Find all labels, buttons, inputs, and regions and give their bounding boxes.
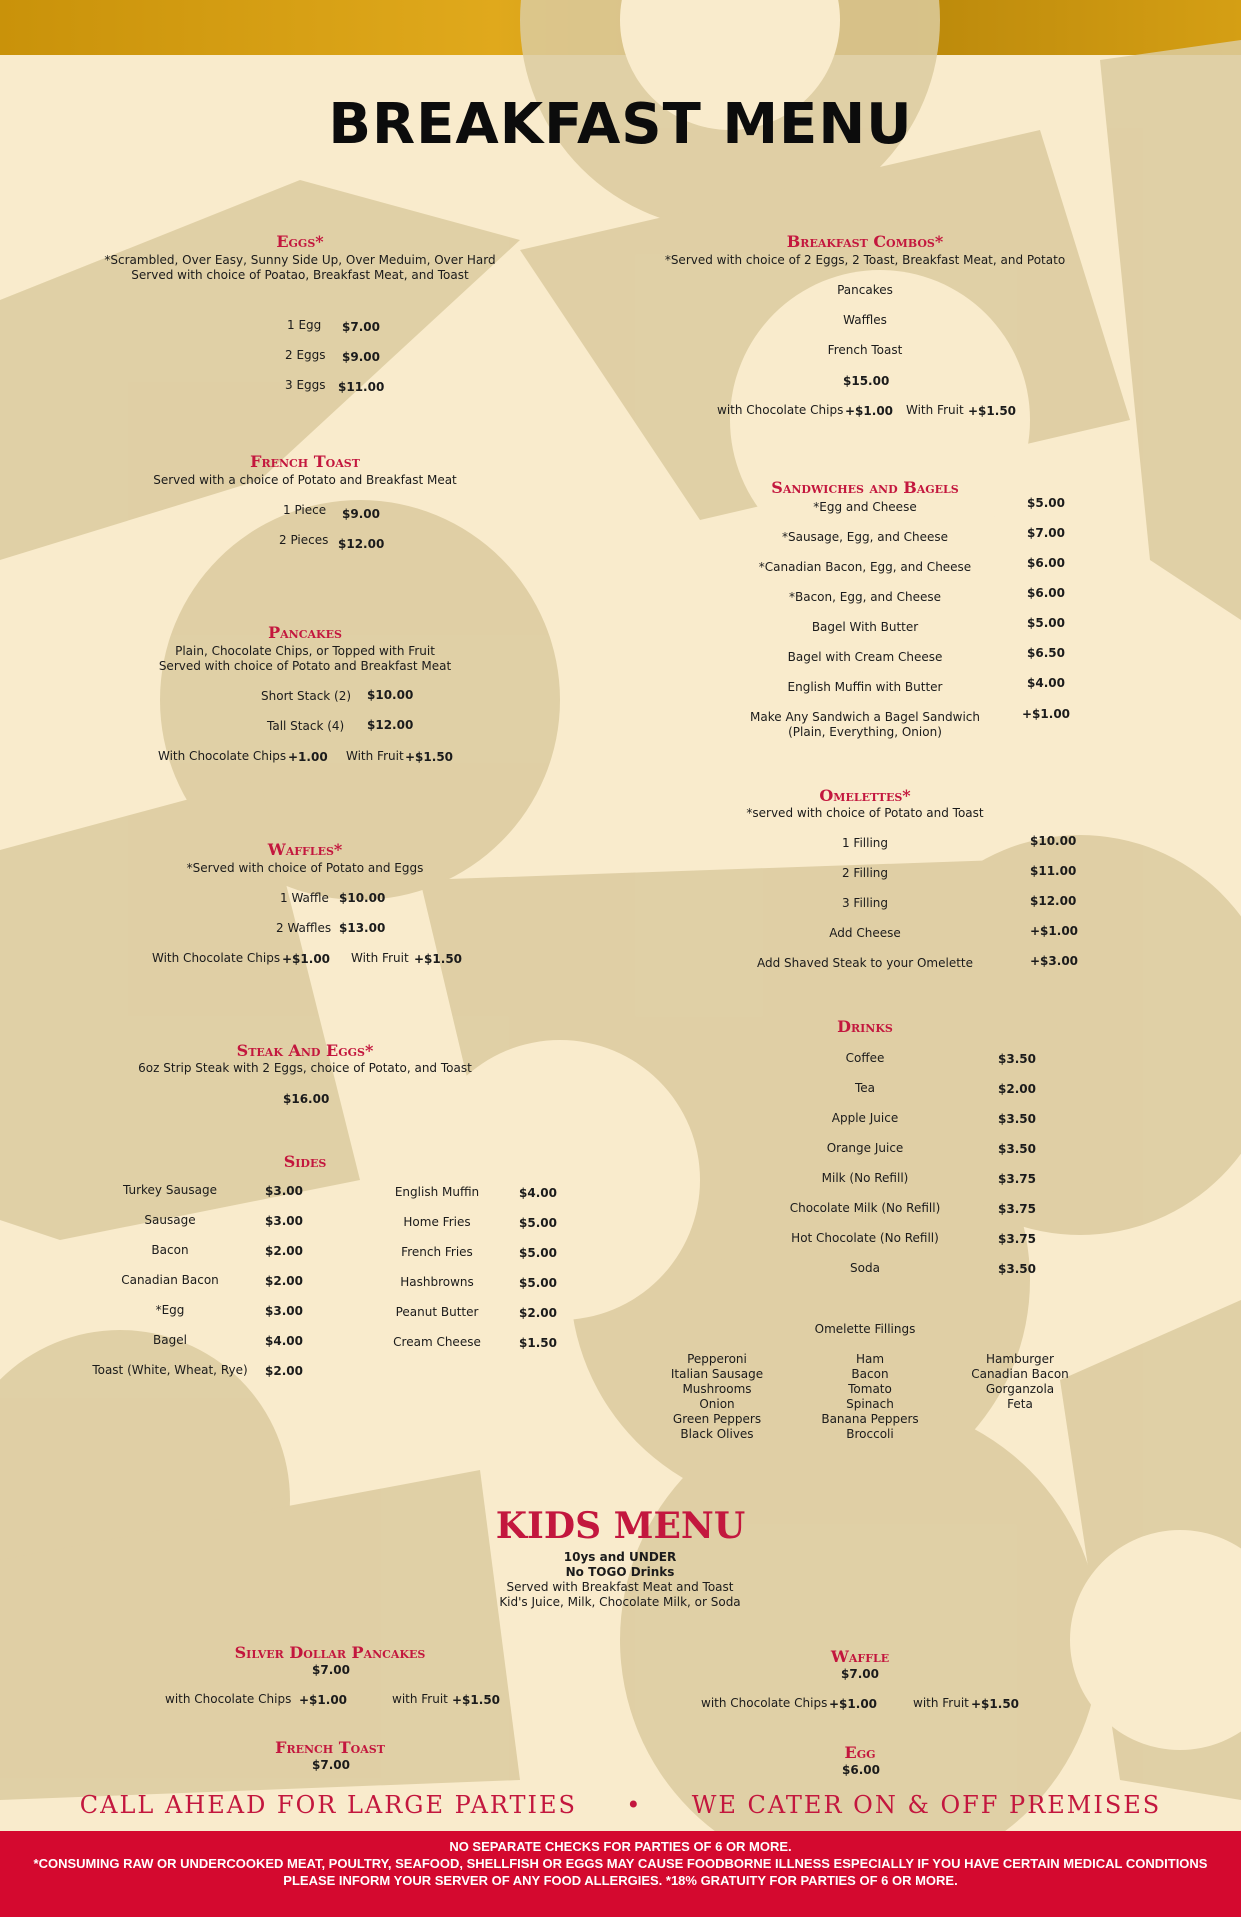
waffles-heading: Waffles* [267, 840, 343, 859]
bagel-sandwich-line-2: (Plain, Everything, Onion) [788, 725, 942, 739]
call-to-action [0, 1791, 1241, 1819]
drink-item-price: $3.75 [998, 1232, 1036, 1246]
side-item-name: English Muffin [394, 1185, 480, 1199]
drink-item-name: Chocolate Milk (No Refill) [789, 1201, 941, 1215]
side-item-name: Home Fries [403, 1215, 471, 1229]
filling-item: Bacon [851, 1367, 889, 1381]
kids-french-heading: French Toast [275, 1738, 385, 1757]
sandwich-item-price: $4.00 [1027, 676, 1065, 690]
filling-item: Hamburger [986, 1352, 1054, 1366]
filling-item: Ham [855, 1352, 885, 1366]
cta-left: CALL AHEAD FOR LARGE PARTIES [79, 1791, 577, 1819]
pancakes-item-price: $10.00 [367, 688, 414, 702]
waffles-item-name: 2 Waffles [276, 921, 332, 935]
filling-item: Broccoli [846, 1427, 894, 1441]
kids-silver-addon-label: with Chocolate Chips [165, 1692, 292, 1706]
side-item-name: Bacon [151, 1243, 189, 1257]
waffles-addon-price: +$1.50 [414, 952, 463, 966]
combos-addon-label: with Chocolate Chips [717, 403, 844, 417]
side-item-price: $2.00 [519, 1306, 557, 1320]
eggs-item-price: $11.00 [338, 380, 385, 394]
kids-waffle-addon-price: +$1.00 [829, 1697, 878, 1711]
eggs-heading: Eggs* [276, 232, 324, 251]
eggs-desc-2: Served with choice of Poatao, Breakfast Meat, and Toast [131, 268, 469, 282]
pancakes-item-price: $12.00 [367, 718, 414, 732]
pancakes-addon-label: With Fruit [346, 749, 404, 763]
filling-item: Pepperoni [687, 1352, 747, 1366]
pancakes-addon-price: +$1.50 [405, 750, 454, 764]
filling-item: Green Peppers [672, 1412, 762, 1426]
drink-item-price: $2.00 [998, 1082, 1036, 1096]
kids-line-1: 10ys and UNDER [563, 1550, 677, 1564]
drink-item-name: Soda [850, 1261, 880, 1275]
kids-waffle-heading: Waffle [830, 1647, 890, 1666]
side-item-name: French Fries [401, 1245, 473, 1259]
side-item-name: *Egg [155, 1303, 185, 1317]
drink-item-price: $3.75 [998, 1172, 1036, 1186]
side-item-name: Toast (White, Wheat, Rye) [92, 1363, 248, 1377]
footer-line-2: *CONSUMING RAW OR UNDERCOOKED MEAT, POULTRY, SEAFOOD, SHELLFISH OR EGGS MAY CAUSE FOODBORNE ILLNESS ESPECIALLY IF YOU HAVE CERTAIN MEDICAL CONDITIONS [33, 1856, 1208, 1871]
filling-item: Feta [1007, 1397, 1033, 1411]
combos-item: Waffles [843, 313, 887, 327]
pancakes-desc-1: Plain, Chocolate Chips, or Topped with Fruit [175, 644, 435, 658]
sandwich-item-name: Bagel with Cream Cheese [787, 650, 943, 664]
filling-item: Gorganzola [985, 1382, 1055, 1396]
omelettes-heading: Omelettes* [819, 786, 911, 805]
drink-item-name: Hot Chocolate (No Refill) [791, 1231, 939, 1245]
eggs-item-name: 2 Eggs [285, 348, 326, 362]
drink-item-price: $3.75 [998, 1202, 1036, 1216]
footer-line-3: PLEASE INFORM YOUR SERVER OF ANY FOOD ALLERGIES. *18% GRATUITY FOR PARTIES OF 6 OR MORE. [283, 1873, 958, 1888]
kids-egg-heading: Egg [844, 1743, 876, 1762]
side-item-price: $2.00 [265, 1274, 303, 1288]
pancakes-item-name: Tall Stack (4) [267, 719, 345, 733]
kids-silver-heading: Silver Dollar Pancakes [234, 1643, 426, 1662]
side-item-price: $4.00 [265, 1334, 303, 1348]
eggs-item-name: 3 Eggs [285, 378, 326, 392]
kids-silver-addon-price: +$1.00 [299, 1693, 348, 1707]
side-item-price: $3.00 [265, 1214, 303, 1228]
drink-item-name: Tea [854, 1081, 876, 1095]
omelette-item-price: $11.00 [1030, 864, 1077, 878]
side-item-price: $5.00 [519, 1246, 557, 1260]
sandwich-item-price: $6.00 [1027, 586, 1065, 600]
french-toast-item-name: 2 Pieces [279, 533, 329, 547]
eggs-desc-1: *Scrambled, Over Easy, Sunny Side Up, Over Meduim, Over Hard [104, 253, 496, 267]
pancakes-addon-label: With Chocolate Chips [158, 749, 287, 763]
eggs-item-name: 1 Egg [287, 318, 322, 332]
combos-desc: *Served with choice of 2 Eggs, 2 Toast, Breakfast Meat, and Potato [664, 253, 1066, 267]
combos-addon-label: With Fruit [906, 403, 964, 417]
side-item-name: Cream Cheese [393, 1335, 481, 1349]
steak-heading: Steak And Eggs* [236, 1041, 374, 1060]
drink-item-price: $3.50 [998, 1142, 1036, 1156]
eggs-item-price: $7.00 [342, 320, 380, 334]
omelette-item-price: $10.00 [1030, 834, 1077, 848]
pancakes-heading: Pancakes [268, 623, 342, 642]
kids-french-price: $7.00 [312, 1758, 350, 1772]
kids-line-3: Served with Breakfast Meat and Toast [506, 1580, 734, 1594]
omelette-item-name: Add Shaved Steak to your Omelette [756, 956, 974, 970]
side-item-name: Canadian Bacon [121, 1273, 219, 1287]
kids-silver-addon-price: +$1.50 [452, 1693, 501, 1707]
side-item-price: $3.00 [265, 1304, 303, 1318]
side-item-price: $1.50 [519, 1336, 557, 1350]
sides-heading: Sides [283, 1152, 327, 1171]
side-item-name: Turkey Sausage [122, 1183, 218, 1197]
sandwich-item-price: $6.00 [1027, 556, 1065, 570]
kids-line-2: No TOGO Drinks [565, 1565, 675, 1579]
side-item-price: $5.00 [519, 1276, 557, 1290]
steak-desc: 6oz Strip Steak with 2 Eggs, choice of Potato, and Toast [138, 1061, 472, 1075]
drink-item-price: $3.50 [998, 1262, 1036, 1276]
pancakes-item-name: Short Stack (2) [261, 689, 352, 703]
drink-item-price: $3.50 [998, 1052, 1036, 1066]
french-toast-item-name: 1 Piece [283, 503, 327, 517]
drink-item-name: Orange Juice [826, 1141, 904, 1155]
drink-item-name: Apple Juice [831, 1111, 899, 1125]
bagel-sandwich-line-1: Make Any Sandwich a Bagel Sandwich [750, 710, 980, 724]
filling-item: Canadian Bacon [971, 1367, 1069, 1381]
combos-price: $15.00 [843, 374, 890, 388]
side-item-price: $2.00 [265, 1244, 303, 1258]
sandwich-item-price: $6.50 [1027, 646, 1065, 660]
side-item-name: Peanut Butter [395, 1305, 479, 1319]
sandwiches-heading: Sandwiches and Bagels [771, 478, 959, 497]
french-toast-heading: French Toast [250, 452, 360, 471]
omelettes-desc: *served with choice of Potato and Toast [746, 806, 984, 820]
sandwich-item-name: Bagel With Butter [811, 620, 919, 634]
filling-item: Onion [699, 1397, 735, 1411]
combos-item: French Toast [827, 343, 903, 357]
kids-line-4: Kid's Juice, Milk, Chocolate Milk, or Soda [499, 1595, 741, 1609]
eggs-item-price: $9.00 [342, 350, 380, 364]
filling-item: Spinach [846, 1397, 894, 1411]
omelette-item-name: Add Cheese [829, 926, 901, 940]
sandwich-item-name: *Bacon, Egg, and Cheese [789, 590, 941, 604]
french-toast-desc: Served with a choice of Potato and Breakfast Meat [153, 473, 457, 487]
french-toast-item-price: $9.00 [342, 507, 380, 521]
kids-silver-price: $7.00 [312, 1663, 350, 1677]
filling-item: Tomato [848, 1382, 892, 1396]
omelette-item-price: $12.00 [1030, 894, 1077, 908]
side-item-price: $2.00 [265, 1364, 303, 1378]
footer-line-1: NO SEPARATE CHECKS FOR PARTIES OF 6 OR MORE. [449, 1839, 792, 1854]
sandwich-item-price: $7.00 [1027, 526, 1065, 540]
kids-egg-price: $6.00 [842, 1763, 880, 1777]
sandwich-item-name: English Muffin with Butter [787, 680, 943, 694]
sandwich-item-name: *Sausage, Egg, and Cheese [781, 530, 949, 544]
sandwich-item-name: *Canadian Bacon, Egg, and Cheese [758, 560, 972, 574]
waffles-desc: *Served with choice of Potato and Eggs [186, 861, 424, 875]
waffles-addon-label: With Fruit [351, 951, 409, 965]
omelette-item-price: +$3.00 [1030, 954, 1079, 968]
waffles-addon-price: +$1.00 [282, 952, 331, 966]
sandwich-item-name: *Egg and Cheese [813, 500, 917, 514]
drink-item-price: $3.50 [998, 1112, 1036, 1126]
pancakes-addon-price: +1.00 [288, 750, 328, 764]
waffles-item-name: 1 Waffle [280, 891, 329, 905]
fillings-heading: Omelette Fillings [814, 1322, 916, 1336]
combos-heading: Breakfast Combos* [786, 232, 944, 251]
kids-waffle-addon-price: +$1.50 [971, 1697, 1020, 1711]
kids-silver-addon-label: with Fruit [392, 1692, 448, 1706]
filling-item: Banana Peppers [821, 1412, 919, 1426]
filling-item: Black Olives [680, 1427, 754, 1441]
french-toast-item-price: $12.00 [338, 537, 385, 551]
side-item-price: $5.00 [519, 1216, 557, 1230]
side-item-name: Bagel [153, 1333, 187, 1347]
waffles-addon-label: With Chocolate Chips [152, 951, 281, 965]
drinks-heading: Drinks [837, 1017, 893, 1036]
combos-addon-price: +$1.00 [845, 404, 894, 418]
steak-price: $16.00 [283, 1092, 330, 1106]
filling-item: Mushrooms [682, 1382, 752, 1396]
side-item-name: Sausage [144, 1213, 196, 1227]
kids-waffle-price: $7.00 [841, 1667, 879, 1681]
omelette-item-name: 3 Filling [841, 896, 889, 910]
page-title: BREAKFAST MENU [328, 92, 913, 157]
drink-item-name: Coffee [845, 1051, 885, 1065]
side-item-price: $4.00 [519, 1186, 557, 1200]
kids-waffle-addon-label: with Fruit [913, 1696, 969, 1710]
waffles-item-price: $13.00 [339, 921, 386, 935]
footer-notice [0, 1831, 1241, 1917]
combos-addon-price: +$1.50 [968, 404, 1017, 418]
sandwich-item-price: $5.00 [1027, 496, 1065, 510]
side-item-name: Hashbrowns [400, 1275, 474, 1289]
kids-menu-title: KIDS MENU [495, 1505, 746, 1547]
omelette-item-price: +$1.00 [1030, 924, 1079, 938]
drink-item-name: Milk (No Refill) [821, 1171, 909, 1185]
pancakes-desc-2: Served with choice of Potato and Breakfast Meat [158, 659, 452, 673]
omelette-item-name: 2 Filling [841, 866, 889, 880]
sandwich-item-price: $5.00 [1027, 616, 1065, 630]
waffles-item-price: $10.00 [339, 891, 386, 905]
cta-right: WE CATER ON & OFF PREMISES [691, 1791, 1162, 1819]
cta-separator: • [626, 1791, 643, 1819]
kids-waffle-addon-label: with Chocolate Chips [701, 1696, 828, 1710]
combos-item: Pancakes [837, 283, 893, 297]
bagel-sandwich-price: +$1.00 [1022, 707, 1071, 721]
filling-item: Italian Sausage [670, 1367, 764, 1381]
omelette-item-name: 1 Filling [841, 836, 889, 850]
side-item-price: $3.00 [265, 1184, 303, 1198]
